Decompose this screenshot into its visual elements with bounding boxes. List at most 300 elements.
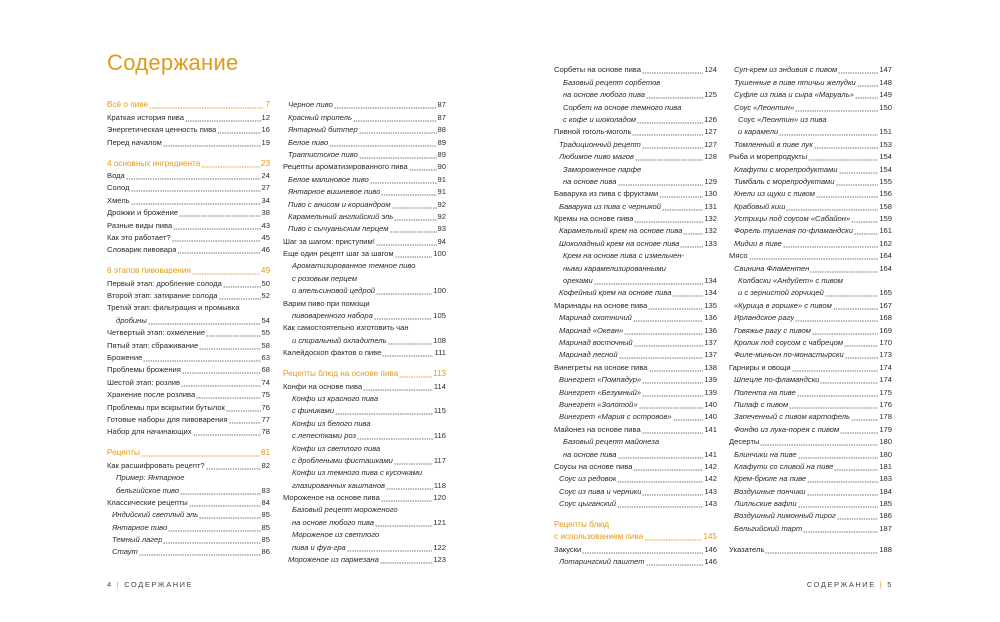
toc-entry[interactable] — [283, 184, 446, 196]
toc-page-number: 124 — [704, 65, 717, 75]
dot-leader — [683, 226, 703, 235]
toc-entry[interactable] — [729, 372, 892, 384]
toc-entry[interactable] — [107, 507, 270, 519]
toc-entry[interactable] — [107, 109, 270, 121]
toc-entry[interactable] — [554, 322, 717, 334]
toc-entry-title: Винегреты на основе пива — [554, 362, 648, 372]
toc-page-number: 132 — [704, 214, 717, 224]
toc-entry[interactable] — [107, 217, 270, 229]
toc-entry-title: Томленный в пиве лук — [734, 139, 813, 149]
toc-entry[interactable] — [729, 161, 892, 173]
dot-leader — [633, 313, 703, 322]
toc-entry[interactable] — [283, 415, 446, 427]
toc-entry[interactable] — [283, 233, 446, 245]
dot-leader — [131, 196, 261, 205]
toc-entry-title: Классические рецепты — [107, 497, 188, 507]
toc-page-number: 75 — [261, 390, 270, 400]
dot-leader — [825, 288, 878, 297]
dot-leader — [149, 100, 264, 109]
toc-entry[interactable] — [554, 541, 717, 553]
dot-leader — [642, 388, 703, 397]
toc-entry[interactable] — [729, 520, 892, 532]
toc-entry[interactable] — [729, 421, 892, 433]
toc-page-number: 185 — [879, 499, 892, 509]
toc-entry-title: с финиками — [292, 406, 335, 416]
toc-entry[interactable] — [283, 453, 446, 465]
toc-entry-title: Форель тушеная по-фламандски — [734, 226, 853, 236]
toc-entry-title: с лепестками роз — [292, 431, 357, 441]
footer-divider: | — [879, 580, 884, 589]
toc-entry-title: Шоколадный крем на основе пива — [559, 238, 680, 248]
toc-page-number: 118 — [433, 480, 446, 490]
toc-page-number: 81 — [260, 448, 270, 458]
toc-entry-title: Кролик под соусом с чабрецом — [734, 337, 844, 347]
dot-leader — [854, 226, 878, 235]
toc-entry-title: Колбаски «Андуйет» с пивом — [738, 276, 843, 286]
toc-page-number: 146 — [704, 557, 717, 567]
toc-entry[interactable] — [729, 508, 892, 520]
toc-entry[interactable] — [554, 372, 717, 384]
toc-entry[interactable] — [283, 159, 446, 171]
toc-entry[interactable] — [729, 310, 892, 322]
toc-entry-title: на основе любого пива — [292, 517, 374, 527]
toc-page-number: 135 — [704, 300, 717, 310]
toc-page-number: 82 — [261, 460, 270, 470]
dot-leader — [199, 510, 260, 519]
toc-entry[interactable] — [283, 171, 446, 183]
toc-entry[interactable] — [729, 87, 892, 99]
toc-page-number: 87 — [437, 100, 446, 110]
dot-leader — [381, 187, 436, 196]
toc-page-number: 24 — [261, 170, 270, 180]
dot-leader — [223, 279, 261, 288]
toc-entry[interactable] — [283, 345, 446, 357]
toc-page-number: 16 — [261, 125, 270, 135]
toc-page-number: 93 — [437, 224, 446, 234]
dot-leader — [633, 462, 703, 471]
toc-entry[interactable] — [554, 223, 717, 235]
section-gap — [554, 508, 717, 517]
toc-entry[interactable] — [107, 399, 270, 411]
toc-entry-title: Как расшифровать рецепт? — [107, 460, 205, 470]
toc-entry[interactable] — [554, 161, 717, 173]
toc-entry[interactable] — [554, 359, 717, 371]
toc-entry[interactable] — [729, 297, 892, 309]
toc-entry[interactable] — [729, 99, 892, 111]
toc-entry[interactable] — [729, 335, 892, 347]
toc-entry[interactable] — [729, 496, 892, 508]
toc-entry[interactable] — [283, 221, 446, 233]
toc-entry[interactable] — [107, 482, 270, 494]
toc-entry[interactable] — [729, 174, 892, 186]
toc-entry[interactable] — [729, 235, 892, 247]
toc-page-number: 153 — [879, 139, 892, 149]
toc-entry[interactable] — [283, 403, 446, 415]
toc-entry-title: Полента на пиве — [734, 387, 796, 397]
toc-entry[interactable] — [729, 211, 892, 223]
toc-entry[interactable] — [107, 362, 270, 374]
toc-entry[interactable] — [107, 412, 270, 424]
toc-entry[interactable] — [283, 109, 446, 121]
toc-entry[interactable] — [729, 397, 892, 409]
toc-page-number: 168 — [879, 313, 892, 323]
dot-leader — [816, 189, 878, 198]
toc-entry[interactable] — [554, 211, 717, 223]
toc-page-number: 139 — [704, 387, 717, 397]
toc-entry[interactable] — [729, 124, 892, 136]
dot-leader — [659, 189, 703, 198]
toc-page-number: 63 — [261, 353, 270, 362]
toc-entry[interactable] — [554, 297, 717, 309]
toc-entry[interactable] — [729, 223, 892, 235]
toc-entry[interactable] — [729, 112, 892, 124]
toc-page-number: 111 — [434, 348, 446, 358]
dot-leader — [844, 338, 878, 347]
toc-entry[interactable] — [554, 149, 717, 161]
toc-entry[interactable] — [107, 180, 270, 192]
toc-entry[interactable] — [554, 347, 717, 359]
dot-leader — [807, 487, 879, 496]
toc-entry[interactable] — [283, 332, 446, 344]
toc-entry[interactable] — [554, 260, 717, 272]
toc-entry-title: Замороженное парфе — [563, 164, 642, 174]
toc-entry-title: с кофе и шоколадом — [563, 114, 637, 124]
toc-page-number: 128 — [704, 152, 717, 162]
toc-entry-title: Словарик пивовара — [107, 245, 177, 255]
dot-leader — [217, 125, 260, 134]
toc-entry[interactable] — [554, 198, 717, 210]
toc-page-number: 52 — [261, 291, 270, 301]
toc-entry[interactable] — [283, 428, 446, 440]
toc-entry[interactable] — [729, 347, 892, 359]
dot-leader — [637, 115, 703, 124]
toc-entry[interactable] — [283, 270, 446, 282]
toc-entry-title: Соус из редовок — [559, 474, 617, 484]
toc-entry[interactable] — [554, 459, 717, 471]
toc-entry[interactable] — [283, 378, 446, 390]
toc-entry-title: Проблемы брожения — [107, 365, 181, 375]
toc-entry[interactable] — [729, 149, 892, 161]
toc-page-number: 173 — [879, 350, 892, 360]
toc-section-heading[interactable] — [107, 97, 270, 109]
toc-entry[interactable] — [554, 248, 717, 260]
dot-leader — [648, 301, 703, 310]
toc-entry[interactable] — [107, 387, 270, 399]
toc-entry[interactable] — [729, 285, 892, 297]
toc-entry[interactable] — [107, 242, 270, 254]
toc-entry-title: ными карамелизированными — [563, 263, 666, 273]
toc-page-number: 77 — [261, 414, 270, 424]
toc-entry[interactable] — [283, 209, 446, 221]
toc-entry-title: Традиционный рецепт — [559, 139, 641, 149]
toc-entry-title: дробины — [116, 315, 147, 325]
toc-entry[interactable] — [283, 320, 446, 332]
toc-entry-title: Энергетическая ценность пива — [107, 125, 217, 135]
toc-entry[interactable] — [107, 275, 270, 287]
toc-entry-title: на основе любого пива — [563, 90, 645, 100]
toc-entry[interactable] — [283, 539, 446, 551]
toc-page-number: 147 — [879, 65, 892, 75]
dot-leader — [857, 78, 879, 87]
dot-leader — [618, 450, 704, 459]
toc-page-number: 85 — [261, 522, 270, 532]
toc-page-number: 134 — [704, 288, 717, 298]
toc-entry[interactable] — [729, 409, 892, 421]
toc-entry-title: Свинина Фламентен — [734, 263, 810, 273]
toc-entry[interactable] — [107, 424, 270, 436]
toc-page-number: 133 — [704, 238, 717, 248]
toc-entry-title: Янтарный биттер — [288, 125, 358, 135]
toc-entry[interactable] — [554, 136, 717, 148]
toc-page-number: 91 — [437, 187, 446, 197]
toc-entry[interactable] — [554, 186, 717, 198]
toc-entry[interactable] — [729, 322, 892, 334]
toc-entry[interactable] — [283, 196, 446, 208]
toc-entry[interactable] — [554, 174, 717, 186]
toc-entry[interactable] — [283, 147, 446, 159]
toc-entry-title: Как это работает? — [107, 232, 171, 242]
toc-entry[interactable] — [107, 337, 270, 349]
toc-entry[interactable] — [283, 465, 446, 477]
toc-entry[interactable] — [554, 483, 717, 495]
toc-section-heading[interactable] — [107, 263, 270, 275]
toc-entry-title: Воздушные пончики — [734, 486, 806, 496]
toc-entry[interactable] — [554, 335, 717, 347]
toc-entry[interactable] — [729, 446, 892, 458]
toc-entry[interactable] — [729, 198, 892, 210]
toc-entry[interactable] — [729, 74, 892, 86]
toc-section-heading[interactable] — [107, 155, 270, 167]
toc-page-number: 127 — [704, 139, 717, 149]
dot-leader — [376, 237, 437, 246]
toc-section-heading[interactable] — [554, 517, 717, 529]
toc-entry[interactable] — [283, 122, 446, 134]
toc-entry[interactable] — [283, 134, 446, 146]
toc-entry[interactable] — [729, 541, 892, 553]
toc-entry[interactable] — [729, 62, 892, 74]
toc-page-number: 145 — [703, 532, 717, 542]
toc-entry[interactable] — [283, 246, 446, 258]
dot-leader — [409, 162, 437, 171]
toc-entry[interactable] — [554, 446, 717, 458]
toc-entry-title: Клафути со сливой на пиве — [734, 461, 834, 471]
toc-page-number: 121 — [433, 517, 446, 527]
toc-entry[interactable] — [554, 273, 717, 285]
toc-entry-title: на основе пива — [563, 176, 617, 186]
toc-entry[interactable] — [107, 519, 270, 531]
toc-entry-title: Темный лагер — [112, 535, 163, 545]
toc-entry-title: Маринад восточный — [559, 337, 633, 347]
dot-leader — [353, 113, 437, 122]
toc-page-number: 117 — [433, 455, 446, 465]
dot-leader — [382, 348, 433, 357]
toc-page-number: 76 — [261, 402, 270, 412]
dot-leader — [851, 412, 878, 421]
toc-page-number: 164 — [879, 251, 892, 261]
toc-entry[interactable] — [107, 230, 270, 242]
toc-entry[interactable] — [107, 470, 270, 482]
toc-section-heading[interactable] — [107, 445, 270, 457]
toc-entry[interactable] — [729, 260, 892, 272]
toc-entry[interactable] — [107, 134, 270, 146]
dot-leader — [173, 221, 260, 230]
toc-entry[interactable] — [107, 205, 270, 217]
toc-entry[interactable] — [283, 440, 446, 452]
dot-leader — [839, 165, 879, 174]
toc-entry[interactable] — [554, 62, 717, 74]
toc-page-number: 50 — [261, 278, 270, 288]
toc-entry[interactable] — [107, 350, 270, 362]
toc-entry[interactable] — [729, 459, 892, 471]
dot-leader — [381, 493, 433, 502]
toc-entry-title: и карамели — [738, 127, 779, 137]
toc-entry-title: Всё о пиве — [107, 100, 149, 110]
toc-entry[interactable] — [283, 490, 446, 502]
toc-entry[interactable] — [729, 434, 892, 446]
dot-leader — [206, 328, 260, 337]
toc-entry[interactable] — [283, 258, 446, 270]
toc-entry-title: Пилаф с пивом — [734, 399, 789, 409]
toc-page-number: 122 — [433, 542, 446, 552]
toc-entry[interactable] — [107, 544, 270, 556]
toc-entry[interactable] — [107, 325, 270, 337]
toc-entry[interactable] — [554, 397, 717, 409]
toc-page-number: 140 — [704, 399, 717, 409]
toc-page-number: 183 — [879, 474, 892, 484]
toc-entry-title: Мясо — [729, 251, 748, 261]
toc-entry-title: Рецепты ароматизированного пива — [283, 162, 408, 172]
dot-leader — [642, 65, 703, 74]
toc-entry[interactable] — [729, 384, 892, 396]
toc-entry-title: Проблемы при вскрытии бутылок — [107, 402, 225, 412]
toc-entry[interactable] — [107, 122, 270, 134]
section-gap — [729, 533, 892, 542]
toc-entry[interactable] — [283, 295, 446, 307]
toc-page-number: 43 — [261, 220, 270, 230]
dot-leader — [624, 326, 703, 335]
toc-entry[interactable] — [554, 471, 717, 483]
toc-page-number: 137 — [704, 350, 717, 360]
toc-entry[interactable] — [107, 532, 270, 544]
toc-entry[interactable] — [107, 300, 270, 312]
toc-entry-title: Конфи на основе пива — [283, 381, 363, 391]
toc-entry-title: Рецепты блюд на основе пива — [283, 369, 399, 379]
toc-entry-title: Крем на основе пива с измельчен- — [563, 251, 684, 261]
toc-page-number: 149 — [879, 90, 892, 100]
toc-entry[interactable] — [729, 248, 892, 260]
toc-entry[interactable] — [283, 477, 446, 489]
toc-entry[interactable] — [107, 457, 270, 469]
toc-entry-title: Соусы на основе пива — [554, 461, 633, 471]
toc-entry[interactable] — [554, 87, 717, 99]
toc-entry-title: Фондю из лука-порея с пивом — [734, 424, 840, 434]
toc-entry[interactable] — [554, 74, 717, 86]
toc-entry[interactable] — [554, 421, 717, 433]
toc-entry-title: пива и фуа-гра — [292, 542, 346, 552]
toc-entry[interactable] — [729, 186, 892, 198]
dot-leader — [226, 403, 261, 412]
toc-entry-title: Кремы на основе пива — [554, 214, 634, 224]
toc-page-number: 88 — [437, 125, 446, 135]
toc-entry[interactable] — [729, 273, 892, 285]
toc-section-heading[interactable] — [283, 366, 446, 378]
toc-entry[interactable] — [729, 483, 892, 495]
toc-entry[interactable] — [107, 168, 270, 180]
toc-page-number: 138 — [704, 362, 717, 372]
toc-entry-title: Соус цыганский — [559, 499, 616, 509]
toc-section-heading[interactable] — [554, 529, 717, 541]
toc-entry[interactable] — [283, 97, 446, 109]
toc-entry-title: 4 основных ингредиента — [107, 158, 201, 168]
dot-leader — [617, 499, 703, 508]
toc-entry[interactable] — [107, 312, 270, 324]
toc-entry[interactable] — [729, 136, 892, 148]
toc-entry[interactable] — [283, 502, 446, 514]
dot-leader — [141, 448, 260, 457]
toc-entry[interactable] — [554, 99, 717, 111]
dot-leader — [642, 425, 704, 434]
toc-entry[interactable] — [283, 552, 446, 564]
toc-entry[interactable] — [283, 527, 446, 539]
dot-leader — [172, 233, 261, 242]
dot-leader — [634, 214, 703, 223]
toc-entry-title: Шестой этап: розлив — [107, 377, 181, 387]
toc-entry[interactable] — [283, 391, 446, 403]
toc-entry[interactable] — [107, 288, 270, 300]
toc-entry[interactable] — [554, 554, 717, 566]
toc-entry[interactable] — [554, 235, 717, 247]
toc-entry-title: Шпецле по-фламандски — [734, 375, 820, 385]
toc-entry-title: Ирландское рагу — [734, 313, 795, 323]
toc-entry[interactable] — [283, 283, 446, 295]
toc-entry-title: Пятый этап: сбраживание — [107, 340, 199, 350]
toc-entry[interactable] — [554, 124, 717, 136]
toc-entry[interactable] — [107, 192, 270, 204]
dot-leader — [201, 159, 260, 168]
toc-entry[interactable] — [107, 495, 270, 507]
dot-leader — [177, 245, 260, 254]
toc-entry[interactable] — [554, 112, 717, 124]
toc-page-number: 146 — [704, 544, 717, 554]
dot-leader — [193, 427, 261, 436]
toc-entry[interactable] — [554, 310, 717, 322]
toc-entry[interactable] — [554, 434, 717, 446]
toc-entry[interactable] — [107, 374, 270, 386]
toc-entry[interactable] — [729, 359, 892, 371]
toc-entry[interactable] — [729, 471, 892, 483]
toc-page-number: 136 — [704, 313, 717, 323]
toc-entry[interactable] — [554, 409, 717, 421]
toc-entry[interactable] — [283, 308, 446, 320]
dot-leader — [126, 171, 261, 180]
toc-page-number: 148 — [879, 77, 892, 87]
toc-entry[interactable] — [554, 285, 717, 297]
toc-entry[interactable] — [554, 496, 717, 508]
dot-leader — [392, 200, 437, 209]
toc-entry-title: Карамельный крем на основе пива — [559, 226, 683, 236]
toc-entry-title: пивоваренного набора — [292, 311, 373, 321]
toc-entry-title: Базовый рецепт сорбетов — [563, 77, 661, 87]
toc-page-number: 134 — [704, 276, 717, 286]
toc-entry[interactable] — [554, 384, 717, 396]
toc-entry-title: и с зернистой горчицей — [738, 288, 824, 298]
toc-column-4 — [729, 62, 892, 554]
toc-page-number: 90 — [437, 162, 446, 172]
dot-leader — [765, 545, 878, 554]
toc-entry[interactable] — [283, 514, 446, 526]
toc-entry-title: Тушенные в пиве птичьи желудки — [734, 77, 856, 87]
section-gap — [107, 147, 270, 156]
